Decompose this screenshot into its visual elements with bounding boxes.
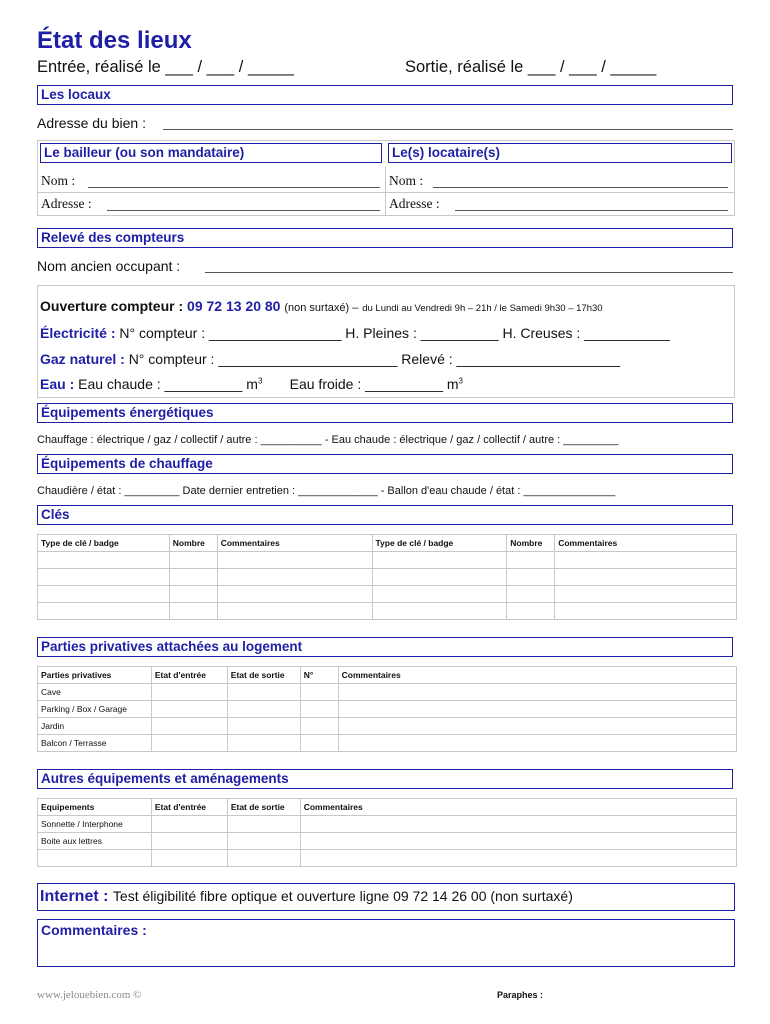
bailleur-nom-field[interactable] <box>88 187 380 188</box>
footer-paraphes: Paraphes : <box>497 990 544 1000</box>
row-label: Boite aux lettres <box>38 833 152 850</box>
locataire-adresse-label: Adresse : <box>389 196 440 211</box>
col-header: N° <box>300 667 338 684</box>
ouverture-line <box>40 298 603 314</box>
eau-line <box>40 376 463 392</box>
exit-date: Sortie, réalisé le ___ / ___ / _____ <box>405 58 657 76</box>
electricite-text: N° compteur : _________________ H. Pleines : __________ H. Creuses : ___________ <box>119 325 670 341</box>
col-header: Commentaires <box>555 535 737 552</box>
ancien-occupant-field[interactable] <box>205 272 733 273</box>
col-header: Parties privatives <box>38 667 152 684</box>
cles-header-row <box>38 535 737 552</box>
table-row[interactable] <box>38 552 737 569</box>
locataire-nom-field[interactable] <box>433 187 728 188</box>
internet-box <box>37 883 735 911</box>
gaz-line <box>40 351 620 367</box>
row-label: Parking / Box / Garage <box>38 701 152 718</box>
ancien-occupant-label: Nom ancien occupant : <box>37 258 181 274</box>
chauffage-text: Chaudière / état : _________ Date dernier entretien : _____________ - Ballon d'eau chaude / état : _______________ <box>37 485 616 497</box>
table-row[interactable] <box>38 586 737 603</box>
bailleur-nom-label: Nom : <box>41 173 76 188</box>
section-cles: Clés <box>37 505 733 525</box>
col-header: Nombre <box>169 535 217 552</box>
cles-table <box>37 534 737 620</box>
address-label: Adresse du bien : <box>37 115 146 131</box>
autres-header-row <box>38 799 737 816</box>
locataire-adresse-field[interactable] <box>455 210 728 211</box>
col-header: Equipements <box>38 799 152 816</box>
address-field[interactable] <box>163 129 733 130</box>
col-header: Etat de sortie <box>227 667 300 684</box>
col-header: Type de clé / badge <box>372 535 507 552</box>
electricite-label: Électricité : <box>40 325 116 341</box>
autres-table <box>37 798 737 867</box>
cube-sup: 3 <box>257 376 263 386</box>
col-header: Commentaires <box>300 799 736 816</box>
gaz-text: N° compteur : _______________________ Relevé : _____________________ <box>128 351 621 367</box>
internet-text: Test éligibilité fibre optique et ouverture ligne 09 72 14 26 00 (non surtaxé) <box>112 888 573 904</box>
table-row[interactable] <box>38 816 737 833</box>
ouverture-note: (non surtaxé) – <box>284 302 359 314</box>
electricite-line <box>40 325 670 341</box>
privatives-table <box>37 666 737 752</box>
section-chauffage: Équipements de chauffage <box>37 454 733 474</box>
eau-chaude: Eau chaude : __________ m <box>78 376 258 392</box>
bailleur-adresse-label: Adresse : <box>41 196 92 211</box>
gaz-label: Gaz naturel : <box>40 351 125 367</box>
bailleur-heading: Le bailleur (ou son mandataire) <box>40 143 382 163</box>
col-header: Etat d'entrée <box>151 799 227 816</box>
eau-label: Eau : <box>40 376 75 392</box>
table-row[interactable] <box>38 701 737 718</box>
locataire-heading: Le(s) locataire(s) <box>388 143 732 163</box>
commentaires-box[interactable] <box>37 919 735 967</box>
col-header: Type de clé / badge <box>38 535 170 552</box>
table-row[interactable] <box>38 833 737 850</box>
section-compteurs: Relevé des compteurs <box>37 228 733 248</box>
row-label: Cave <box>38 684 152 701</box>
section-energetiques: Équipements énergétiques <box>37 403 733 423</box>
cube-sup-2: 3 <box>458 376 463 386</box>
table-row[interactable] <box>38 569 737 586</box>
bailleur-adresse-field[interactable] <box>107 210 380 211</box>
row-label: Jardin <box>38 718 152 735</box>
energetiques-text: Chauffage : électrique / gaz / collectif / autre : __________ - Eau chaude : électrique / gaz / collectif / autre : _________ <box>37 434 619 446</box>
eau-froide: Eau froide : __________ m <box>289 376 459 392</box>
col-header: Commentaires <box>217 535 372 552</box>
row-label <box>38 850 152 867</box>
table-row[interactable] <box>38 735 737 752</box>
row-label: Balcon / Terrasse <box>38 735 152 752</box>
col-header: Etat de sortie <box>227 799 300 816</box>
internet-label: Internet : <box>40 888 109 905</box>
privatives-header-row <box>38 667 737 684</box>
col-header: Etat d'entrée <box>151 667 227 684</box>
locataire-nom-label: Nom : <box>389 173 424 188</box>
parties-divider <box>385 167 386 215</box>
commentaires-label: Commentaires : <box>41 922 147 938</box>
section-autres: Autres équipements et aménagements <box>37 769 733 789</box>
col-header: Commentaires <box>338 667 736 684</box>
table-row[interactable] <box>38 718 737 735</box>
section-privatives: Parties privatives attachées au logement <box>37 637 733 657</box>
ouverture-phone: 09 72 13 20 80 <box>187 298 281 314</box>
table-row[interactable] <box>38 850 737 867</box>
row-label: Sonnette / Interphone <box>38 816 152 833</box>
col-header: Nombre <box>507 535 555 552</box>
parties-row-divider <box>37 192 735 193</box>
page-title: État des lieux <box>37 27 192 54</box>
entry-date: Entrée, réalisé le ___ / ___ / _____ <box>37 58 294 76</box>
footer-site: www.jelouebien.com © <box>37 989 142 1001</box>
ouverture-hours: du Lundi au Vendredi 9h – 21h / le Samedi 9h30 – 17h30 <box>362 303 603 314</box>
table-row[interactable] <box>38 684 737 701</box>
table-row[interactable] <box>38 603 737 620</box>
ouverture-label: Ouverture compteur : <box>40 298 184 314</box>
section-locaux: Les locaux <box>37 85 733 105</box>
